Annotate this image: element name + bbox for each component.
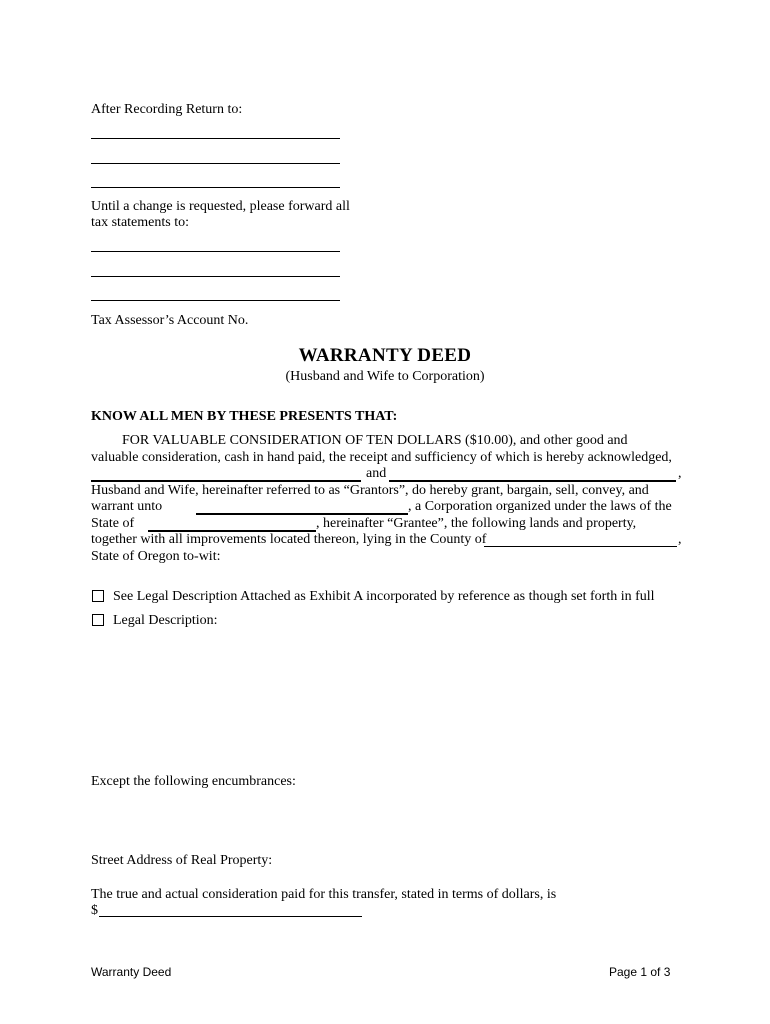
tax-line-2[interactable]: [91, 276, 340, 277]
document-subtitle: (Husband and Wife to Corporation): [285, 369, 485, 384]
exhibit-a-checkbox[interactable]: [92, 590, 104, 602]
county-text: together with all improvements located thereon, lying in the County of: [91, 532, 487, 547]
consideration-amount-field[interactable]: [99, 916, 362, 917]
footer-title: Warranty Deed: [91, 965, 172, 979]
exhibit-a-label: See Legal Description Attached as Exhibit A incorporated by reference as though set forth in full: [113, 589, 655, 604]
document-title: WARRANTY DEED: [298, 345, 472, 366]
consideration-line-2: valuable consideration, cash in hand paid, the receipt and sufficiency of which is hereby acknowledged,: [91, 450, 672, 465]
consideration-line-1: FOR VALUABLE CONSIDERATION OF TEN DOLLARS ($10.00), and other good and: [122, 433, 628, 448]
street-address-label: Street Address of Real Property:: [91, 853, 273, 868]
body-heading: KNOW ALL MEN BY THESE PRESENTS THAT:: [91, 409, 398, 424]
return-line-3[interactable]: [91, 187, 340, 188]
legal-description-label: Legal Description:: [113, 613, 218, 628]
grantors-line: Husband and Wife, hereinafter referred to as “Grantors”, do hereby grant, bargain, sell, convey, and: [91, 483, 649, 498]
tax-line-3[interactable]: [91, 300, 340, 301]
footer-page-number: Page 1 of 3: [609, 965, 671, 979]
and-word: and: [366, 466, 387, 481]
state-of-oregon-text: State of Oregon to-wit:: [91, 549, 221, 564]
county-field[interactable]: [484, 546, 677, 547]
comma-after-grantor: ,: [678, 466, 682, 481]
warrant-unto-label: warrant unto: [91, 499, 163, 514]
grantee-text: , hereinafter “Grantee”, the following lands and property,: [316, 516, 637, 531]
return-to-label: After Recording Return to:: [91, 102, 243, 117]
state-of-label: State of: [91, 516, 135, 531]
tax-statements-label-line2: tax statements to:: [91, 215, 189, 230]
tax-assessor-label: Tax Assessor’s Account No.: [91, 313, 249, 328]
tax-statements-label-line1: Until a change is requested, please forward all: [91, 199, 350, 214]
corporation-text: , a Corporation organized under the laws of the: [408, 499, 672, 514]
encumbrances-label: Except the following encumbrances:: [91, 774, 296, 789]
true-consideration-text: The true and actual consideration paid for this transfer, stated in terms of dollars, is: [91, 887, 557, 902]
legal-description-checkbox[interactable]: [92, 614, 104, 626]
dollar-sign: $: [91, 903, 98, 918]
tax-line-1[interactable]: [91, 251, 340, 252]
return-line-1[interactable]: [91, 138, 340, 139]
comma-after-county: ,: [678, 532, 682, 547]
return-line-2[interactable]: [91, 163, 340, 164]
